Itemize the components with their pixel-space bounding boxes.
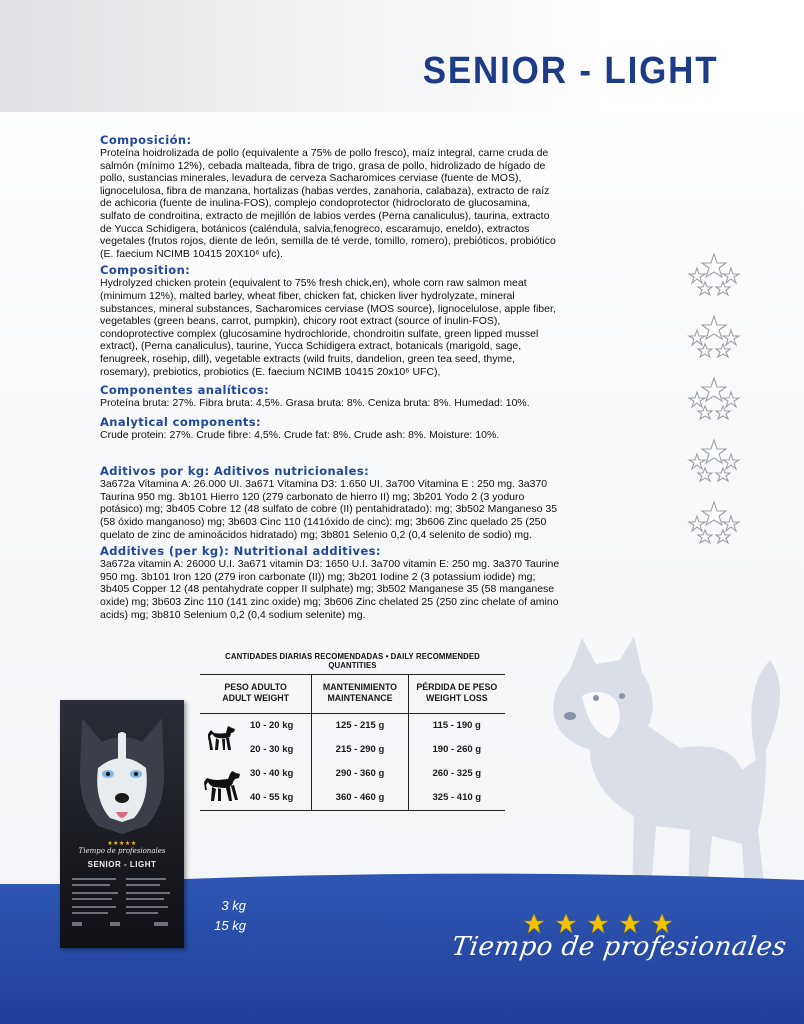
large-dog-icon [204, 770, 242, 802]
table-cell-weight: 10 - 20 kg [250, 720, 294, 731]
section-body-componentes: Proteína bruta: 27%. Fibra bruta: 4,5%. Grasa bruta: 8%. Ceniza bruta: 8%. Humedad: 10%. [100, 397, 530, 410]
table-cell-maintenance: 125 - 215 g [335, 720, 385, 731]
package-sizes [210, 896, 246, 936]
five-star-cluster-icon [685, 252, 743, 298]
package-info-panel [70, 876, 174, 928]
section-body-additives: 3a672a vitamin A: 26000 U.I. 3a671 vitamin D3: 1650 U.I. 3a700 vitamin E: 250 mg. 3a370 Taurine 950 mg. 3b101 Iron 120 (279 iron carbonate (II)) mg; 3b201 Iodine 2 (3 potassium iodide) mg; 3b405 Copper 12 (48 pentahydrate copper II sulphate) mg; 3b502 Manganese 35 (58 manganese oxide) mg; 3b603 Zinc 110 (141 zinc oxide) mg; 3b606 Zinc chelated 25 (250 zinc chelate of amino acids) mg; 3b810 Selenium 0,2 (0,4 sodium selenite) mg. [100, 558, 560, 621]
table-cell-weight: 40 - 55 kg [250, 792, 294, 803]
product-package [60, 700, 184, 948]
table-cell-maintenance: 215 - 290 g [335, 744, 385, 755]
header-weight-loss [409, 675, 505, 713]
size-15kg: 15 kg [214, 918, 246, 933]
five-star-cluster-icon [685, 500, 743, 546]
weight-loss-column [409, 714, 505, 810]
section-heading-additives: Additives (per kg): Nutritional additives: [100, 544, 381, 559]
header-weight-es: PESO ADULTO [224, 682, 287, 692]
section-body-aditivos: 3a672a Vitamina A: 26.000 UI. 3a671 Vitamina D3: 1.650 UI. 3a700 Vitamina E : 250 mg. 3a370 Taurina 950 mg. 3b101 Hierro 120 (279 carbonato de hierro II) mg; 3b201 Yodo 2 (3 yoduro potásico) mg; 3b405 Cobre 12 (48 sulfato de cobre (II) pentahidratado): mg; 3b502 Manganeso 35 (58 óxido manganoso) mg; 3b603 Cinc 110 (141óxido de cinc): mg; 3b606 Zinc quelado 25 (250 quelato de zinc de aminoácidos hidratado) mg; 3b801 Selenio 0,2 (0,4 selenito de sodio) mg. [100, 478, 558, 541]
table-title: CANTIDADES DIARIAS RECOMENDADAS • DAILY RECOMMENDED QUANTITIES [225, 652, 480, 670]
table-cell-loss: 115 - 190 g [432, 720, 481, 731]
section-heading-aditivos: Aditivos por kg: Aditivos nutricionales: [100, 464, 370, 479]
section-body-composicion: Proteína hoidrolizada de pollo (equivalente a 75% de pollo fresco), maíz integral, carne cruda de salmón (mínimo 12%), cebada malteada, fibra de trigo, grasa de pollo, hidrolizado de hígado de pollo, sustancias minerales, levadura de cerveza Sacharomices cerviase (fuente de MOS), lignocelulosa, fibra de manzana, hortalizas (habas verdes, zanahoria, calabaza), extracto de raíz de achicoria (fuente de inulina-FOS), complejo condoprotector (hidroclorato de glucosamina, sulfato de condroitina, extracto de mejillón de labios verdes (Perna canaliculus), taurina, extracto de Yucca Schidigera, botánicos (caléndula, salvia,fenogreco, escaramujo, eneldo), extractos vegetales (frutos rojos, diente de león, semilla de té verde, tomillo, romero), prebióticos, probiótico (E. faecium NCIMB 10415 20X10⁶ ufc). [100, 147, 556, 260]
table-cell-loss: 190 - 260 g [432, 744, 482, 755]
header-maint-en: MAINTENANCE [327, 693, 393, 703]
section-heading-composicion: Composición: [100, 133, 192, 147]
header-weight-en: ADULT WEIGHT [222, 693, 290, 703]
package-title: SENIOR - LIGHT [87, 860, 157, 869]
section-heading-composition: Composition: [100, 263, 191, 278]
section-heading-componentes: Componentes analíticos: [100, 383, 270, 398]
header-weight [200, 675, 311, 713]
table-cell-loss: 260 - 325 g [432, 768, 482, 779]
size-3kg: 3 kg [221, 898, 246, 913]
table-header [200, 675, 505, 714]
weight-values [244, 714, 312, 810]
five-star-cluster-icon [685, 376, 743, 422]
section-body-composition: Hydrolyzed chicken protein (equivalent to 75% fresh chick,en), whole corn raw salmon meat (minimum 12%), malted barley, wheat fiber, chicken fat, chicken liver hydrolyzate, mineral substances, mineral substances, Sacharomices cerviase (MOS source), lignocelulose, apple fiber, vegetables (green beans, carrot, pumpkin), chicory root extract (source of inulin-FOS), condoprotective complex (glucosamine hydrochloride, chondroitin sulfate, green lipped mussel extract), (Perna canaliculus), taurine, Yucca Schidigera extract, botanicals (marigold, sage, fenugreek, rosehip, dill), vegetable extracts (wild fruits, dandelion, green tea seed, thyme, rosemary), prebiotics, probiotics (E. faecium NCIMB 10415 20x10⁶ UFC), [100, 277, 556, 378]
table-body [200, 714, 505, 811]
section-body-analytical: Crude protein: 27%. Crude fibre: 4,5%. Crude fat: 8%. Crude ash: 8%. Moisture: 10%. [100, 428, 500, 441]
small-dog-icon [206, 724, 238, 752]
five-star-cluster-icon [685, 438, 743, 484]
five-star-cluster-icon [685, 314, 743, 360]
husky-face-image [68, 708, 176, 838]
header-loss-es: PÉRDIDA DE PESO [416, 682, 498, 692]
table-cell-maintenance: 360 - 460 g [335, 792, 385, 803]
table-cell-loss: 325 - 410 g [432, 792, 482, 803]
header-maint-es: MANTENIMIENTO [322, 682, 398, 692]
header-loss-en: WEIGHT LOSS [426, 693, 488, 703]
header-maintenance [311, 675, 408, 713]
star-rating-column [685, 252, 745, 562]
table-cell-maintenance: 290 - 360 g [335, 768, 385, 779]
page-title: SENIOR - LIGHT [422, 50, 718, 92]
weight-column [200, 714, 311, 810]
composition-content [100, 134, 560, 625]
brand-slogan: Tiempo de profesionales [449, 932, 789, 962]
maintenance-column [311, 714, 408, 810]
table-cell-weight: 20 - 30 kg [250, 744, 294, 755]
package-stars: ★★★★★ [107, 841, 137, 847]
package-brand: Tiempo de profesionales [78, 847, 166, 855]
table-cell-weight: 30 - 40 kg [250, 768, 294, 779]
section-heading-analytical: Analytical components: [100, 414, 261, 429]
daily-quantities-table [200, 652, 505, 811]
